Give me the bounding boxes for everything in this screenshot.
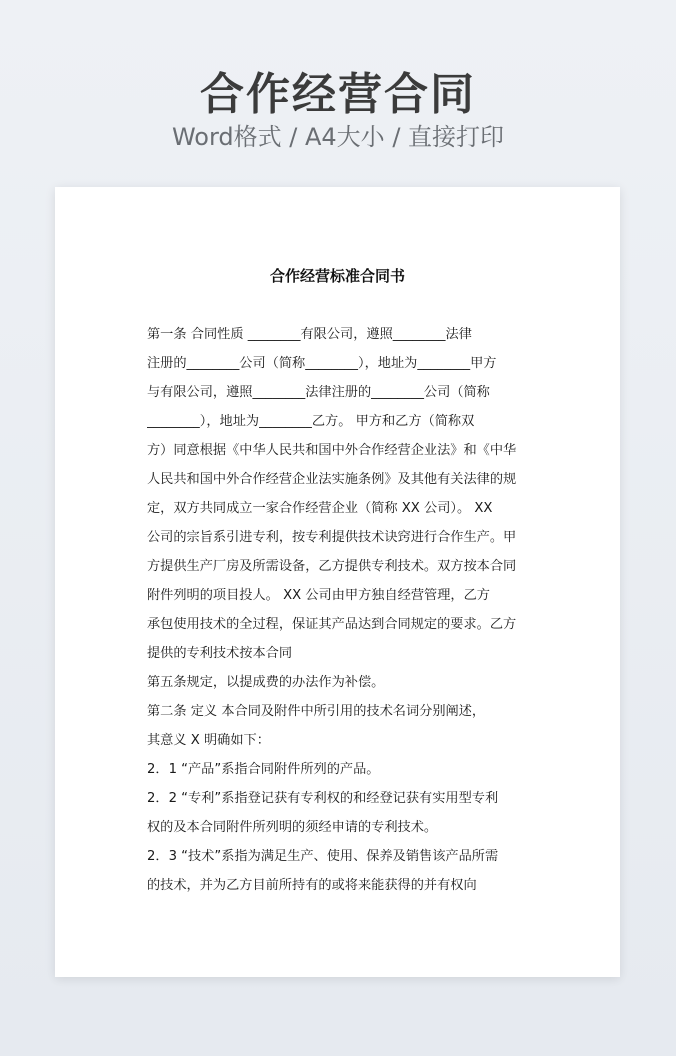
document-body [147, 320, 530, 900]
document-line: 公司的宗旨系引进专利，按专利提供技术诀窍进行合作生产。甲 [147, 530, 517, 545]
page-subtitle: Word格式 / A4大小 / 直接打印 [171, 123, 505, 151]
document-line: 2．1 “产品”系指合同附件所列的产品。 [147, 762, 380, 777]
document-line: 方）同意根据《中华人民共和国中外合作经营企业法》和《中华 [147, 443, 517, 458]
document-line: 2．3 “技术”系指为满足生产、使用、保养及销售该产品所需 [147, 849, 499, 864]
document-title: 合作经营标准合同书 [269, 267, 405, 285]
document-line: 其意义 X 明确如下： [147, 733, 270, 748]
document-line: 注册的________公司（简称________），地址为________甲方 [147, 356, 497, 371]
document-line: 2．2 “专利”系指登记获有专利权的和经登记获有实用型专利 [147, 791, 499, 806]
page-title: 合作经营合同 [200, 69, 476, 120]
document-line: 承包使用技术的全过程，保证其产品达到合同规定的要求。乙方 [147, 617, 517, 632]
document-line: 方提供生产厂房及所需设备，乙方提供专利技术。双方按本合同 [147, 559, 517, 574]
document-line: 定，双方共同成立一家合作经营企业（简称 XX 公司）。 XX [147, 501, 493, 516]
document-line: 第五条规定，以提成费的办法作为补偿。 [147, 675, 385, 690]
document-line: 权的及本合同附件所列明的须经申请的专利技术。 [147, 820, 438, 835]
document-line: 第二条 定义 本合同及附件中所引用的技术名词分别阐述， [147, 704, 486, 719]
document-line: ________），地址为________乙方。 甲方和乙方（简称双 [147, 414, 475, 429]
document-line: 提供的专利技术按本合同 [147, 646, 293, 661]
document-line: 与有限公司，遵照________法律注册的________公司（简称 [147, 385, 490, 400]
document-line: 的技术，并为乙方目前所持有的或将来能获得的并有权向 [147, 878, 477, 893]
document-line: 人民共和国中外合作经营企业法实施条例》及其他有关法律的规 [147, 472, 517, 487]
document-line: 附件列明的项目投人。 XX 公司由甲方独自经营管理，乙方 [147, 588, 490, 603]
document-preview [55, 187, 620, 977]
document-line: 第一条 合同性质 ________有限公司，遵照________法律 [147, 327, 472, 342]
